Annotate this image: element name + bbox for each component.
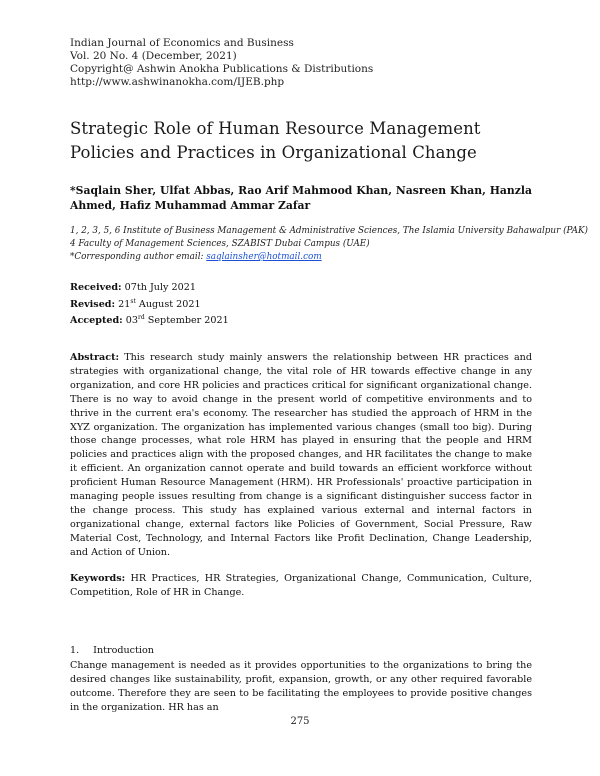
abstract — [70, 351, 532, 560]
corresponding-author — [70, 251, 588, 264]
section-number: 1. — [70, 645, 80, 656]
accepted-day: 03 — [125, 315, 139, 327]
affiliation-2: 4 Faculty of Management Sciences, SZABIST Dubai Campus (UAE) — [70, 239, 370, 249]
received-value: 07th July 2021 — [124, 282, 196, 293]
accepted-date — [70, 311, 229, 328]
journal-header — [70, 37, 373, 89]
keywords — [70, 572, 532, 600]
accepted-suffix: rd — [138, 314, 145, 322]
author-list: *Saqlain Sher, Ulfat Abbas, Rao Arif Mahmood Khan, Nasreen Khan, Hanzla Ahmed, Hafiz Muhammad Ammar Zafar — [70, 184, 532, 212]
received-label: Received: — [70, 282, 122, 293]
keywords-text: HR Practices, HR Strategies, Organizational Change, Communication, Culture, Competition, Role of HR in Change. — [70, 573, 532, 598]
corresponding-label: *Corresponding author email: — [70, 252, 204, 262]
revised-suffix: st — [130, 297, 136, 305]
journal-url: http://www.ashwinanokha.com/IJEB.php — [70, 76, 285, 88]
keywords-label: Keywords: — [70, 573, 126, 584]
revised-month-year: August 2021 — [138, 298, 201, 310]
accepted-label: Accepted: — [70, 315, 123, 327]
affiliation-1: 1, 2, 3, 5, 6 Institute of Business Management & Administrative Sciences, The Islamia University Bahawalpur (PAK) — [70, 226, 588, 236]
page-number: 275 — [290, 716, 310, 727]
revised-day: 21 — [118, 298, 131, 310]
dates-block — [70, 281, 229, 328]
accepted-month-year: September 2021 — [147, 315, 229, 327]
section-heading — [70, 645, 154, 656]
revised-label: Revised: — [70, 298, 116, 310]
paper-title: Strategic Role of Human Resource Management Policies and Practices in Organizational Change — [70, 119, 481, 162]
journal-volume: Vol. 20 No. 4 (December, 2021) — [70, 50, 237, 62]
introduction-paragraph: Change management is needed as it provides opportunities to the organizations to bring the desired changes like sustainability, profit, expansion, growth, or any other required favorable outcome. Therefore they are seen to be facilitating the employees to provide positive changes in the organization. HR has an — [70, 660, 532, 713]
journal-name: Indian Journal of Economics and Business — [70, 37, 294, 49]
journal-copyright: Copyright@ Ashwin Anokha Publications & Distributions — [70, 63, 374, 75]
received-date — [70, 281, 229, 295]
email-link[interactable]: saqlainsher@hotmail.com — [206, 252, 322, 262]
revised-date — [70, 295, 229, 312]
abstract-text: This research study mainly answers the relationship between HR practices and strategies with organizational change, the vital role of HR towards effective change in any organization, and core HR policies and practices critical for significant organizational change. There is no way to avoid change in the present world of competitive environments and to thrive in the current era's economy. The researcher has studied the approach of HRM in the XYZ organization. The organization has implemented various changes (small too big). During those change processes, what role HRM has played in ensuring that the people and HRM policies and practices align with the proposed changes, and HR facilitates the change to make it efficient. An organization cannot operate and build towards an efficient workforce without proficient Human Resource Management (HRM). HR Professionals' proactive participation in managing people issues resulting from change is a significant distinguisher success factor in the change process. This study has explained various external and internal factors in organizational change, external factors like Policies of Government, Social Pressure, Raw Material Cost, Technology, and Internal Factors like Profit Declination, Change Leadership, and Action of Union. — [70, 352, 532, 558]
abstract-label: Abstract: — [70, 352, 120, 363]
affiliations — [70, 225, 588, 264]
section-title: Introduction — [93, 645, 154, 656]
